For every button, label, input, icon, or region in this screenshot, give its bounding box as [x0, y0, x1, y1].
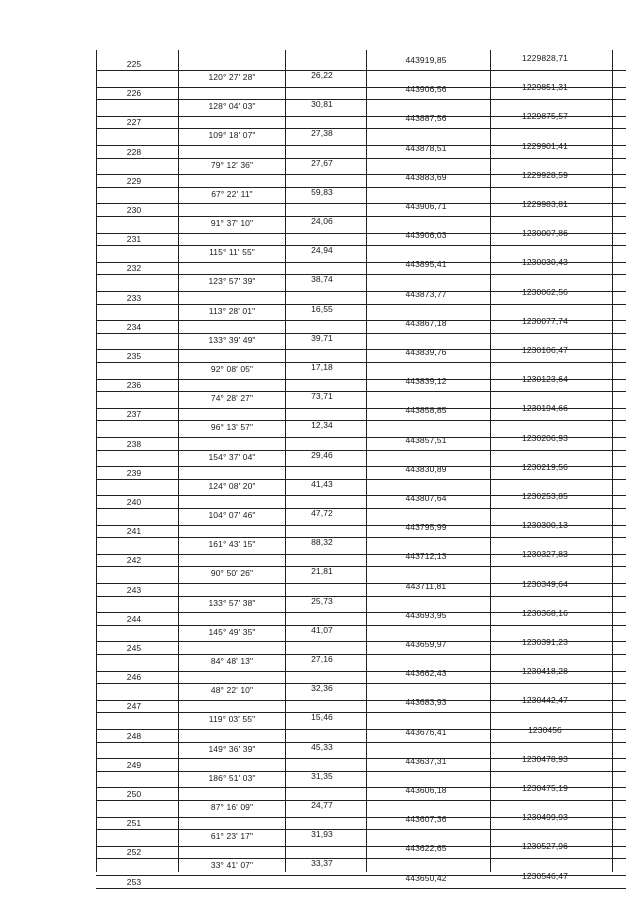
y-coordinate: 1230391,23	[522, 637, 568, 647]
y-coordinate: 1230442,47	[522, 695, 568, 706]
direction-angle: 149° 36' 39"	[208, 743, 256, 754]
row-divider	[96, 158, 626, 159]
segment-length: 88,32	[311, 537, 333, 548]
point-number: 248	[126, 730, 142, 741]
point-number: 252	[126, 847, 142, 858]
segment-length: 39,71	[311, 332, 333, 343]
direction-angle: 128° 04' 03"	[208, 101, 256, 112]
direction-angle: 113° 28' 01"	[208, 305, 256, 316]
x-coordinate: 443895,41	[405, 259, 447, 270]
y-coordinate: 1230527,96	[522, 841, 568, 852]
x-coordinate: 443830,89	[405, 463, 447, 474]
y-coordinate: 1230368,16	[522, 607, 568, 618]
point-number: 225	[126, 59, 142, 69]
x-coordinate: 443839,12	[405, 376, 447, 387]
row-divider	[96, 683, 626, 684]
row-divider	[96, 625, 626, 626]
segment-length: 17,18	[311, 362, 333, 372]
point-number: 231	[126, 234, 142, 245]
direction-angle: 115° 11' 55"	[209, 247, 255, 258]
segment-length: 38,74	[311, 274, 333, 285]
row-divider	[96, 333, 626, 334]
x-coordinate: 443795,99	[405, 522, 447, 533]
direction-angle: 161° 43' 15"	[208, 539, 256, 550]
x-coordinate: 443906,56	[405, 84, 447, 95]
row-divider	[96, 362, 626, 363]
y-coordinate: 1229901,41	[522, 140, 568, 151]
row-divider	[96, 187, 626, 188]
direction-angle: 87° 16' 09"	[210, 802, 254, 812]
point-number: 249	[126, 759, 142, 770]
point-number: 241	[126, 526, 142, 537]
segment-length: 41,43	[311, 478, 333, 489]
point-number: 246	[126, 672, 142, 683]
row-divider	[96, 508, 626, 509]
segment-length: 41,07	[311, 624, 333, 635]
y-coordinate: 1230478,93	[522, 753, 568, 764]
direction-angle: 84° 48' 13"	[210, 656, 254, 666]
segment-length: 33,37	[311, 858, 333, 869]
direction-angle: 133° 39' 49"	[208, 334, 256, 345]
y-coordinate: 1229983,81	[522, 199, 568, 209]
x-coordinate: 443711,81	[405, 580, 447, 591]
segment-length: 45,33	[311, 741, 333, 752]
row-divider	[96, 712, 626, 713]
x-coordinate: 443637,31	[405, 755, 447, 766]
segment-length: 31,93	[311, 829, 333, 840]
point-number: 250	[126, 789, 142, 799]
point-number: 244	[126, 613, 142, 624]
x-coordinate: 443693,95	[405, 609, 447, 620]
row-divider	[96, 566, 626, 567]
direction-angle: 104° 07' 46"	[208, 510, 256, 520]
segment-length: 47,72	[311, 508, 333, 518]
y-coordinate: 1230062,56	[522, 286, 568, 297]
row-divider	[96, 391, 626, 392]
point-number: 242	[126, 555, 142, 566]
x-coordinate: 443873,77	[405, 288, 447, 299]
point-number: 240	[126, 497, 142, 507]
y-coordinate: 1229875,57	[522, 111, 568, 122]
segment-length: 24,94	[311, 245, 333, 256]
segment-length: 30,81	[311, 99, 333, 110]
direction-angle: 124° 08' 20"	[208, 480, 256, 491]
x-coordinate: 443883,69	[405, 171, 447, 182]
row-divider	[96, 888, 626, 889]
y-coordinate: 1230194,66	[522, 403, 568, 414]
segment-length: 73,71	[311, 391, 333, 402]
row-divider	[96, 99, 626, 100]
row-divider	[96, 537, 626, 538]
segment-length: 59,83	[311, 186, 333, 197]
y-coordinate: 1230327,83	[522, 549, 568, 560]
segment-length: 27,67	[311, 157, 333, 168]
direction-angle: 79° 12' 36"	[210, 159, 254, 170]
segment-length: 12,34	[311, 420, 333, 431]
x-coordinate: 443712,13	[405, 551, 447, 562]
direction-angle: 61° 23' 17"	[210, 831, 254, 842]
row-divider	[96, 596, 626, 597]
y-coordinate: 1230123,64	[522, 374, 568, 385]
segment-length: 24,06	[311, 216, 333, 226]
segment-length: 26,22	[311, 70, 333, 80]
point-number: 253	[126, 876, 142, 887]
point-number: 228	[126, 146, 142, 157]
y-coordinate: 1230030,43	[522, 257, 568, 268]
x-coordinate: 443906,03	[405, 230, 447, 241]
y-coordinate: 1230219,56	[522, 461, 568, 472]
row-divider	[96, 70, 626, 71]
segment-length: 27,16	[311, 654, 333, 664]
y-coordinate: 1230475,19	[522, 783, 568, 793]
x-coordinate: 443878,51	[405, 142, 447, 153]
direction-angle: 119° 03' 55"	[208, 714, 256, 725]
segment-length: 15,46	[311, 712, 333, 723]
direction-angle: 74° 28' 27"	[210, 393, 254, 404]
point-number: 232	[126, 263, 142, 274]
x-coordinate: 443807,64	[405, 493, 447, 503]
segment-length: 29,46	[311, 449, 333, 460]
direction-angle: 90° 50' 26"	[210, 568, 254, 579]
direction-angle: 133° 57' 38"	[208, 597, 256, 608]
x-coordinate: 443659,97	[405, 639, 447, 649]
direction-angle: 145° 49' 35"	[208, 626, 256, 637]
x-coordinate: 443887,56	[405, 113, 447, 124]
y-coordinate: 1230300,13	[522, 520, 568, 531]
y-coordinate: 1230077,74	[522, 315, 568, 326]
x-coordinate: 443662,43	[405, 668, 447, 679]
y-coordinate: 1230546,47	[522, 870, 568, 881]
direction-angle: 109° 18' 07"	[208, 130, 256, 141]
direction-angle: 91° 37' 10"	[210, 218, 254, 228]
segment-length: 31,35	[311, 770, 333, 781]
point-number: 233	[126, 292, 142, 303]
segment-length: 27,38	[311, 128, 333, 139]
row-divider	[96, 654, 626, 655]
x-coordinate: 443919,85	[405, 55, 447, 65]
point-number: 229	[126, 175, 142, 186]
y-coordinate: 1230456	[528, 724, 562, 735]
point-number: 236	[126, 380, 142, 391]
point-number: 234	[126, 321, 142, 332]
segment-length: 16,55	[311, 303, 333, 314]
segment-length: 24,77	[311, 800, 333, 810]
row-divider	[96, 858, 626, 859]
x-coordinate: 443606,18	[405, 785, 447, 795]
point-number: 226	[126, 88, 142, 99]
x-coordinate: 443857,51	[405, 434, 447, 445]
row-divider	[96, 128, 626, 129]
row-divider	[96, 245, 626, 246]
direction-angle: 120° 27' 28"	[208, 72, 256, 82]
point-number: 251	[126, 818, 142, 829]
point-number: 230	[126, 205, 142, 215]
y-coordinate: 1230349,64	[522, 578, 568, 589]
row-divider	[96, 450, 626, 451]
x-coordinate: 443622,65	[405, 843, 447, 854]
row-divider	[96, 304, 626, 305]
direction-angle: 154° 37' 04"	[208, 451, 256, 462]
point-number: 237	[126, 409, 142, 420]
segment-length: 21,81	[311, 566, 333, 577]
y-coordinate: 1229928,59	[522, 169, 568, 180]
y-coordinate: 1230418,28	[522, 666, 568, 677]
point-number: 235	[126, 351, 142, 361]
direction-angle: 33° 41' 07"	[210, 860, 254, 871]
direction-angle: 186° 51' 03"	[208, 772, 256, 783]
row-divider	[96, 479, 626, 480]
point-number: 238	[126, 438, 142, 449]
x-coordinate: 443676,41	[405, 726, 447, 737]
x-coordinate: 443839,76	[405, 347, 447, 357]
direction-angle: 92° 08' 05"	[210, 364, 254, 374]
direction-angle: 67° 22' 11"	[211, 188, 253, 199]
x-coordinate: 443683,93	[405, 697, 447, 708]
point-number: 227	[126, 117, 142, 128]
direction-angle: 96° 13' 57"	[210, 422, 254, 433]
point-number: 247	[126, 701, 142, 712]
x-coordinate: 443867,18	[405, 317, 447, 328]
direction-angle: 123° 57' 39"	[208, 276, 256, 287]
y-coordinate: 1229828,71	[522, 53, 568, 63]
y-coordinate: 1229851,31	[522, 82, 568, 93]
row-divider	[96, 829, 626, 830]
row-divider	[96, 800, 626, 801]
y-coordinate: 1230206,93	[522, 432, 568, 443]
y-coordinate: 1230253,85	[522, 491, 568, 501]
x-coordinate: 443650,42	[405, 872, 447, 883]
x-coordinate: 443906,71	[405, 201, 447, 211]
direction-angle: 48° 22' 10"	[210, 685, 254, 696]
point-number: 239	[126, 467, 142, 478]
row-divider	[96, 274, 626, 275]
segment-length: 25,73	[311, 595, 333, 606]
y-coordinate: 1230106,47	[522, 345, 568, 355]
point-number: 245	[126, 643, 142, 653]
segment-length: 32,36	[311, 683, 333, 694]
row-divider	[96, 771, 626, 772]
row-divider	[96, 216, 626, 217]
row-divider	[96, 742, 626, 743]
y-coordinate: 1230499,93	[522, 812, 568, 823]
x-coordinate: 443858,85	[405, 405, 447, 416]
x-coordinate: 443607,36	[405, 814, 447, 825]
point-number: 243	[126, 584, 142, 595]
row-divider	[96, 420, 626, 421]
y-coordinate: 1230007,86	[522, 228, 568, 239]
